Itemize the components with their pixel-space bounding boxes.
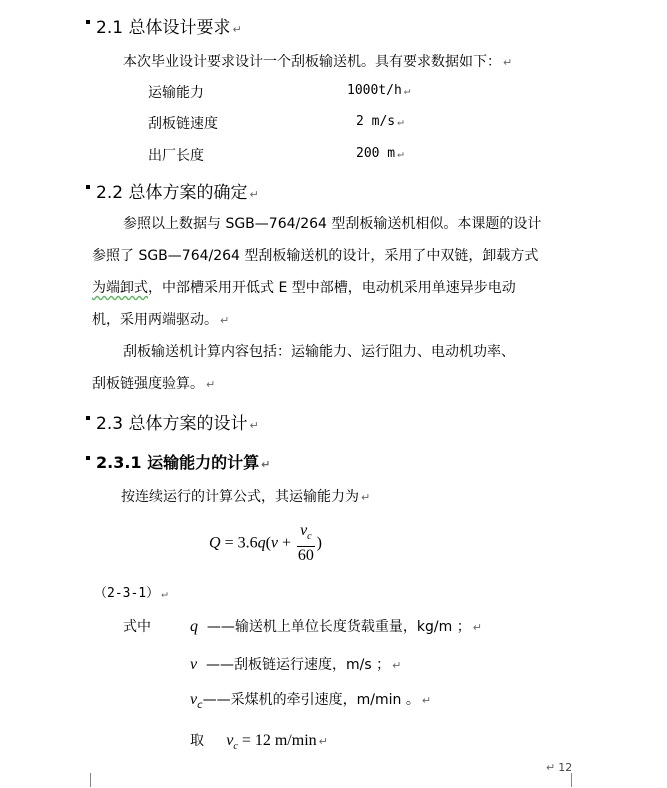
param-value-1 <box>347 83 410 98</box>
paragraph-mark: ↵ <box>161 587 168 600</box>
section-2-1-intro <box>123 51 512 71</box>
formula-v: v <box>270 534 279 552</box>
paragraph-mark: ↵ <box>206 378 216 391</box>
s22-line-1: 参照以上数据与 SGB—764/264 型刮板输送机相似。本课题的设计 <box>123 216 542 232</box>
paragraph-mark: ↵ <box>403 84 411 97</box>
line-text: 机，采用两端驱动。 <box>92 312 218 328</box>
paragraph-mark: ↵ <box>232 23 242 36</box>
value-text: 1000t/h <box>347 83 402 98</box>
heading-text: 2.2 总体方案的确定 <box>96 183 248 203</box>
s22-p2-line-2 <box>92 369 215 400</box>
margin-marker-right <box>571 773 572 787</box>
paragraph-mark: ↵ <box>249 188 259 201</box>
def-subscript: c <box>197 699 203 711</box>
formula-paren-open: ( <box>265 534 271 552</box>
page-number-text: 12 <box>558 761 573 774</box>
section-2-1-heading <box>86 13 242 38</box>
param-label-3: 出厂长度 <box>148 148 204 164</box>
paragraph-mark: ↵ <box>421 694 432 707</box>
take-line <box>190 730 328 752</box>
def-symbol: v <box>190 691 198 708</box>
heading-text: 2.3 总体方案的设计 <box>96 414 248 434</box>
formula-q: q <box>257 534 266 552</box>
def-text: ——输送机上单位长度货载重量，kg/m ； <box>206 619 471 635</box>
paragraph-mark: ↵ <box>392 659 402 672</box>
bullet-marker <box>86 20 90 24</box>
paragraph-mark: ↵ <box>261 458 271 471</box>
intro-text: 按连续运行的计算公式，其运输能力为 <box>121 489 359 505</box>
equation-number <box>94 582 168 601</box>
formula-lhs: Q <box>209 534 221 552</box>
page-number <box>546 761 572 774</box>
take-label: 取 <box>190 733 204 749</box>
param-value-2 <box>356 114 404 129</box>
numerator-symbol: v <box>300 522 308 539</box>
formula-coeff: = 3.6 <box>220 534 258 552</box>
take-formula <box>226 732 317 753</box>
grammar-flagged-text[interactable]: 为端卸式 <box>92 280 148 296</box>
paragraph-mark: ↵ <box>546 761 556 774</box>
paragraph-mark: ↵ <box>397 115 404 128</box>
numerator-subscript: c <box>307 531 312 543</box>
paragraph-mark: ↵ <box>503 56 513 69</box>
value-text: 200 m <box>356 146 396 161</box>
param-label-2: 刮板链速度 <box>148 116 218 132</box>
paragraph-mark: ↵ <box>318 735 328 748</box>
paragraph-mark: ↵ <box>472 621 482 634</box>
definition-vc <box>190 689 431 711</box>
bullet-marker <box>86 456 90 460</box>
definition-v <box>190 654 401 674</box>
paragraph-mark: ↵ <box>249 419 259 432</box>
s22-line-2: 参照了 SGB—764/264 型刮板输送机的设计，采用了中双链，卸载方式 <box>92 248 539 264</box>
formula-plus: + <box>278 534 296 552</box>
s22-line-3 <box>92 273 516 304</box>
eq-number-text: （2-3-1） <box>94 586 160 601</box>
param-label-1: 运输能力 <box>148 85 204 101</box>
s22-line-4 <box>92 305 229 336</box>
take-symbol: v <box>226 732 234 749</box>
paragraph-mark: ↵ <box>361 491 371 504</box>
formula-fraction <box>297 522 315 565</box>
line-text: 刮板链强度验算。 <box>92 376 204 392</box>
section-2-3-heading <box>86 409 259 434</box>
s22-p2-line-1: 刮板输送机计算内容包括：运输能力、运行阻力、电动机功率、 <box>123 344 515 360</box>
fraction-numerator <box>297 522 315 547</box>
def-symbol: v <box>190 656 198 673</box>
where-label: 式中 <box>123 619 151 635</box>
section-2-2-heading <box>86 178 259 203</box>
section-2-3-1-heading <box>86 450 270 473</box>
value-text: 2 m/s <box>356 114 396 129</box>
bullet-marker <box>86 185 90 189</box>
definition-q <box>190 616 482 636</box>
margin-marker-left <box>90 773 91 787</box>
s231-intro <box>121 486 370 506</box>
fraction-denominator: 60 <box>297 547 314 565</box>
line-text: ，中部槽采用开低式 E 型中部槽，电动机采用单速异步电动 <box>148 280 516 296</box>
intro-text: 本次毕业设计要求设计一个刮板输送机。具有要求数据如下： <box>123 54 501 70</box>
paragraph-mark: ↵ <box>397 147 404 160</box>
formula-paren-close: ) <box>316 534 322 552</box>
bullet-marker <box>86 416 90 420</box>
param-value-3 <box>356 146 404 161</box>
def-text: ——刮板链运行速度，m/s ； <box>206 657 391 673</box>
take-value: = 12 m/min <box>237 732 317 749</box>
def-symbol: q <box>190 618 198 635</box>
paragraph-mark: ↵ <box>220 314 230 327</box>
def-text: ——采煤机的牵引速度，m/min 。 <box>202 692 420 708</box>
transport-capacity-formula <box>209 522 322 565</box>
heading-text: 2.3.1 运输能力的计算 <box>96 453 260 472</box>
heading-text: 2.1 总体设计要求 <box>96 18 231 38</box>
take-subscript: c <box>233 741 238 753</box>
